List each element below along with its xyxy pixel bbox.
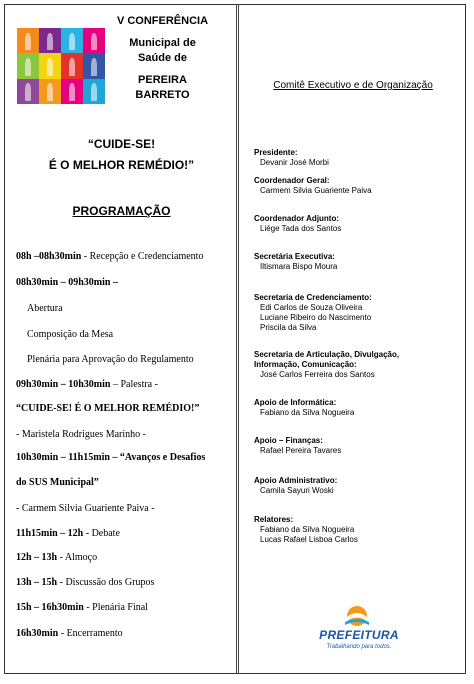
role-name: Luciane Ribeiro do Nascimento [260,313,372,322]
role-name: Lucas Rafael Lisboa Carlos [260,535,358,544]
role-name: Liége Tada dos Santos [260,224,342,233]
role-name: José Carlos Ferreira dos Santos [260,370,375,379]
role-title: Coordenador Adjunto: [254,214,340,223]
conference-logo [17,28,105,104]
role-title: Apoio – Finanças: [254,436,323,445]
schedule-row: Plenária para Aprovação do Regulamento [27,354,194,365]
schedule-text: - Recepção e Credenciamento [81,251,204,262]
prefeitura-logo [314,603,404,658]
schedule-text: - Discussão dos Grupos [57,577,155,588]
conference-line-3: Saúde de [138,52,187,64]
conference-line-4: PEREIRA [138,74,187,86]
role-reporters [254,515,464,545]
motto-line-2: É O MELHOR REMÉDIO!” [48,158,195,172]
schedule-row: - Maristela Rodrigues Marinho - [16,429,146,440]
committee-title: Comitê Executivo e de Organização [273,80,433,91]
schedule-text: - Encerramento [58,628,123,639]
prefeitura-name: PREFEITURA [319,628,399,642]
role-executive-secretary [254,252,464,272]
schedule-time: 12h – 13h [16,552,58,563]
role-name: Priscila da Silva [260,323,317,332]
role-title-cont: Informação, Comunicação: [254,360,357,369]
column-divider [236,4,239,674]
schedule-time: 08h –08h30min [16,251,82,262]
schedule-row: Composição da Mesa [27,329,114,340]
logo-hand-tile [83,28,105,53]
motto-line-1: “CUIDE-SE! [87,137,156,151]
role-name: Fabiano da Silva Nogueira [260,408,355,417]
schedule-text: - Plenária Final [83,602,148,613]
schedule-text: - Almoço [57,552,98,563]
prefeitura-tagline: Trabalhando para todos. [326,644,392,650]
schedule-time: 09h30min – 10h30min [16,379,111,390]
schedule-row [16,602,148,613]
role-name: Fabiano da Silva Nogueira [260,525,355,534]
motto [14,134,229,176]
schedule-row [16,552,97,563]
role-name: Devanir José Morbi [260,158,329,167]
logo-hand-tile [39,28,61,53]
program-title: PROGRAMAÇÃO [72,204,171,218]
logo-hand-tile [39,79,61,104]
sun-icon [342,603,372,627]
schedule-text: – Palestra - [110,379,158,390]
schedule-row: Abertura [27,303,63,314]
role-title: Secretaria de Credenciamento: [254,293,372,302]
role-it-support [254,398,464,418]
conference-line-5: BARRETO [135,89,190,101]
role-admin-support [254,476,464,496]
role-president [254,148,464,168]
schedule-row: 10h30min – 11h15min – “Avanços e Desafios [16,452,206,463]
schedule-time: 13h – 15h [16,577,58,588]
role-communication [254,350,464,380]
role-title: Relatores: [254,515,294,524]
role-finance-support [254,436,464,456]
role-title: Coordenador Geral: [254,176,330,185]
role-title: Secretária Executiva: [254,252,335,261]
logo-hand-tile [61,79,83,104]
schedule-row [16,628,123,639]
schedule-row: “CUIDE-SE! É O MELHOR REMÉDIO!” [16,403,200,414]
logo-hand-tile [83,53,105,78]
role-title: Apoio de Informática: [254,398,337,407]
role-name: Edi Carlos de Souza Oliveira [260,303,363,312]
role-title: Presidente: [254,148,298,157]
schedule-row: 08h30min – 09h30min – [16,277,118,288]
role-name: Iltismara Bispo Moura [260,262,338,271]
role-general-coordinator [254,176,464,196]
logo-hand-tile [61,53,83,78]
schedule-row: - Carmem Silvia Guariente Paiva - [16,503,155,514]
logo-hand-tile [17,53,39,78]
role-accreditation [254,293,464,333]
schedule-row: do SUS Municipal” [16,477,99,488]
schedule-row [16,379,158,390]
conference-line-2: Municipal de [129,37,196,49]
schedule-row [16,577,154,588]
role-name: Rafael Pereira Tavares [260,446,342,455]
role-name: Camila Sayuri Woski [260,486,334,495]
logo-hand-tile [83,79,105,104]
schedule-row [16,528,120,539]
logo-hand-tile [39,53,61,78]
schedule-text: - Debate [83,528,120,539]
logo-hand-tile [61,28,83,53]
logo-hand-tile [17,79,39,104]
role-name: Carmem Silvia Guariente Paiva [260,186,372,195]
schedule-time: 16h30min [16,628,59,639]
conference-heading [110,14,215,103]
logo-hand-tile [17,28,39,53]
conference-line-1: V CONFERÊNCIA [116,15,209,27]
schedule-time: 11h15min – 12h [16,528,84,539]
schedule-time: 15h – 16h30min [16,602,84,613]
role-deputy-coordinator [254,214,464,234]
schedule-row [16,251,203,262]
role-title: Apoio Administrativo: [254,476,338,485]
role-title: Secretaria de Articulação, Divulgação, [254,350,400,359]
